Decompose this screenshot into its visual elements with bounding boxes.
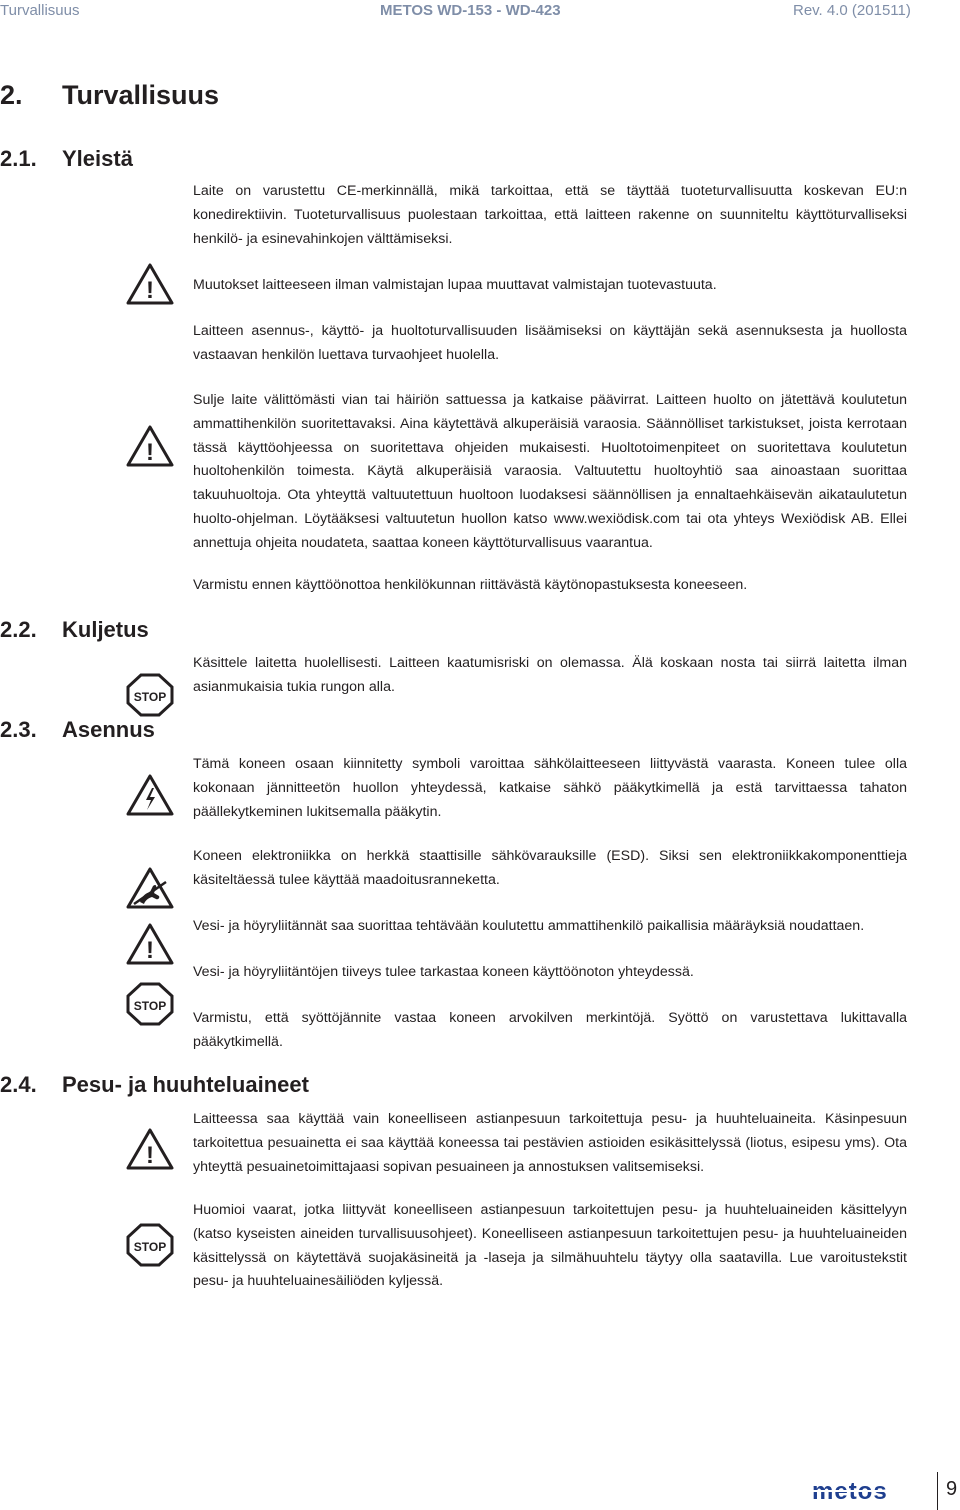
svg-text:!: !: [146, 277, 154, 304]
paragraph-detergents: Laitteessa saa käyttää vain koneelliseen astianpesuun tarkoitettuja pesu- ja huuhteluaineita. Käsinpesuun tarkoitettua pesuainetta ei saa käyttää koneessa tai pestävien astioiden esikäsittelyssä (liotus, esipesu yms). Ota yhteyttä pesuainetoimittajaasi sopivan pesuaineen ja annostuksen valitsemiseksi.: [193, 1111, 907, 1175]
warning-triangle-icon: [126, 424, 174, 468]
svg-text:!: !: [146, 1142, 154, 1169]
stop-sign-icon: [126, 1223, 174, 1267]
paragraph-training: Varmistu ennen käyttöönottoa henkilökunnan riittävästä käytönopastuksesta koneeseen.: [193, 577, 748, 593]
section-number: 2.4.: [0, 1072, 37, 1097]
running-header-revision: Rev. 4.0 (201511): [793, 2, 911, 19]
svg-text:STOP: STOP: [133, 999, 167, 1013]
section-number: 2.1.: [0, 146, 37, 171]
svg-text:metos: metos: [812, 1480, 888, 1502]
paragraph-safety-instructions: Laitteen asennus-, käyttö- ja huoltoturvallisuuden lisäämiseksi on käyttäjän sekä asennuksesta ja huollosta vastaavan henkilön luettava turvaohjeet huolella.: [193, 323, 907, 363]
paragraph-esd: Koneen elektroniikka on herkkä staattisille sähkövarauksille (ESD). Siksi sen elektroniikkakomponenttieja käsiteltäessä tulee käyttää maadoitusranneketta.: [193, 848, 907, 888]
stop-sign-icon: [126, 982, 174, 1026]
section-number: 2.3.: [0, 717, 37, 742]
paragraph-ce-marking: Laite on varustettu CE-merkinnällä, mikä tarkoittaa, että se täyttää tuoteturvallisuutta koskevan EU:n konedirektiivin. Tuoteturvallisuus puolestaan tarkoittaa, että laitteen rakenne on suunniteltu käyttöturvalliseksi henkilö- ja esinevahinkojen välttämiseksi.: [193, 183, 907, 247]
electrical-hazard-icon: [126, 773, 174, 817]
section-title: Yleistä: [62, 146, 133, 171]
svg-text:STOP: STOP: [133, 690, 167, 704]
warning-triangle-icon: [126, 1127, 174, 1171]
section-title: Pesu- ja huuhteluaineet: [62, 1072, 309, 1097]
paragraph-transport: Käsittele laitetta huolellisesti. Laitteen kaatumisriski on olemassa. Älä koskaan nosta tai siirrä laitetta ilman asianmukaisia tukia rungon alla.: [193, 655, 907, 695]
page-number: 9: [946, 1478, 958, 1500]
section-heading-2-3: [0, 717, 155, 743]
running-header-model: METOS WD-153 - WD-423: [380, 2, 561, 19]
section-heading-2-1: [0, 146, 133, 172]
paragraph-electrical-hazard: Tämä koneen osaan kiinnitetty symboli varoittaa sähkölaitteeseen liittyvästä vaarasta. Koneen tulee olla kokonaan jännitteetön huollon yhteydessä, katkaise sähkö pääkytkimellä ja estä tarvittaessa tahaton päällekytkeminen lukitsemalla pääkytin.: [193, 756, 907, 820]
section-heading-2-2: [0, 617, 149, 643]
chapter-title: Turvallisuus: [62, 80, 220, 110]
footer-divider: [937, 1472, 938, 1510]
chapter-heading: [0, 80, 219, 111]
metos-logo: [812, 1480, 928, 1502]
chapter-number: 2.: [0, 80, 23, 110]
paragraph-chemical-hazards: Huomioi vaarat, jotka liittyvät koneelliseen astianpesuun tarkoitettujen pesu- ja huuhteluaineiden käsittelyyn (katso kyseisten aineiden turvallisuusohjeet). Koneelliseen astianpesuun tarkoitettujen pesu- ja huuhteluaineiden käsittelyssä on käytettävä suojakäsineitä ja -laseja ja silmähuuhtelu täytyy olla saatavilla. Lue varoitustekstit pesu- ja huuhteluainesäiliöden kyljessä.: [193, 1202, 907, 1290]
section-number: 2.2.: [0, 617, 37, 642]
running-header-section: Turvallisuus: [0, 2, 80, 19]
svg-text:STOP: STOP: [133, 1240, 167, 1254]
svg-text:!: !: [146, 439, 154, 466]
section-title: Asennus: [62, 717, 155, 742]
warning-triangle-icon: [126, 262, 174, 306]
paragraph-supply-voltage: Varmistu, että syöttöjännite vastaa koneen arvokilven merkintöjä. Syöttö on varustettava lukittavalla pääkytkimellä.: [193, 1010, 907, 1050]
paragraph-leak-check: Vesi- ja höyryliitäntöjen tiiveys tulee tarkastaa koneen käyttöönoton yhteydessä.: [193, 964, 694, 980]
svg-text:!: !: [146, 937, 154, 964]
stop-sign-icon: [126, 673, 174, 717]
esd-hazard-icon: [126, 866, 174, 910]
paragraph-maintenance: Sulje laite välittömästi vian tai häiriön sattuessa ja katkaise päävirrat. Laitteen huolto on jätettävä koulutetun ammattihenkilön suoritettavaksi. Aina käytettävä alkuperäisiä varaosia. Säännölliset tarkistukset, joista kerrotaan tässä käyttöohjeessa on suoritettava ohjeiden mukaisesti. Huoltotoimenpiteet on suoritettava koulutetun huoltohenkilön toimesta. Käytä alkuperäisiä varaosia. Valtuutettu huoltoyhtiö saa ainoastaan suorittaa takuuhuoltoja. Ota yhteyttä valtuutettuun huoltoon luodaksesi säännöllisen ja ennaltaehkäisevän aikataulutetun huolto-ohjelman. Löytääksesi valtuutetun huollon katso www.wexiödisk.com tai ota yhteys Wexiödisk AB. Ellei annettuja ohjeita noudateta, saattaa koneen käyttöturvallisuus vaarantua.: [193, 392, 907, 551]
section-heading-2-4: [0, 1072, 309, 1098]
section-title: Kuljetus: [62, 617, 149, 642]
paragraph-water-connections: Vesi- ja höyryliitännät saa suorittaa tehtävään koulutettu ammattihenkilö paikallisia määräyksiä noudattaen.: [193, 918, 865, 934]
warning-triangle-icon: [126, 922, 174, 966]
paragraph-modifications: Muutokset laitteeseen ilman valmistajan lupaa muuttavat valmistajan tuotevastuuta.: [193, 277, 717, 293]
